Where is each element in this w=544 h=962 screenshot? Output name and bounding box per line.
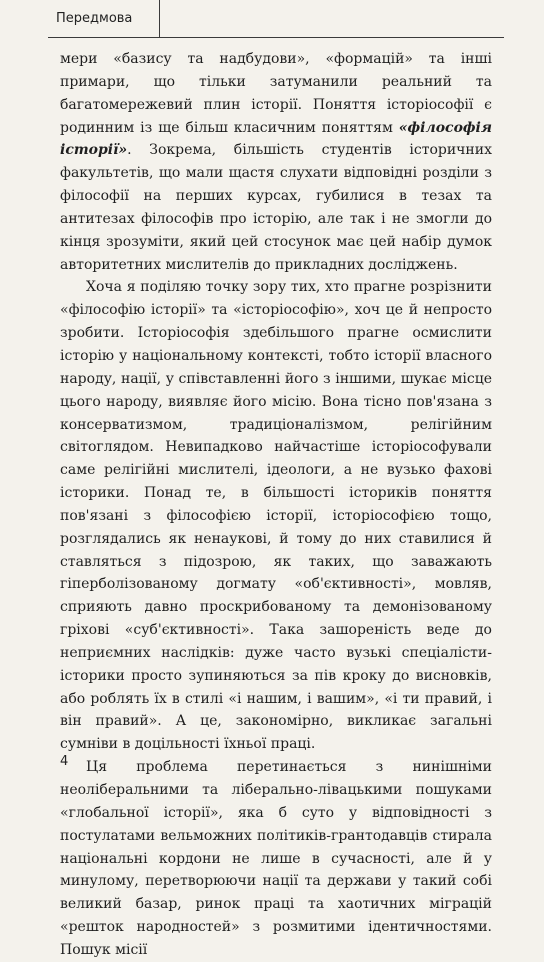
paragraph-2: Хоча я поділяю точку зору тих, хто прагне розрізнити «філософію історії» та «історіософію», хоч це й непросто зробити. Історіософія здебільшого прагне осмислити історію у національному контексті, тобто історії власного народу, нації, у співставленні його з іншими, шукає місце цього народу, виявляє його місію. Вона тісно пов'язана з консерватизмом, традиціоналізмом, релігійним світоглядом. Невипадково найчастіше історіософували саме релігійні мислителі, ідеологи, а не вузько фахові історики. Понад те, в більшості істориків поняття пов'язані з філософією історії, історіософією тощо, розглядались як ненаукові, й тому до них ставилися й ставляться з підозрою, як таких, що заважають гіперболізованому догмату «об'єктивності», мовляв, сприяють давно проскрибованому та демонізованому гріхові «суб'єктивності». Така зашореність веде до неприємних наслідків: дуже часто вузькі спеціалісти-історики просто зупиняються за пів кроку до висновків, або роблять їх в стилі «і нашим, і вашим», «і ти правий, і він правий». А це, закономірно, викликає загальні сумніви в доцільності їхньої праці. (60, 279, 492, 753)
running-header (48, 0, 160, 38)
term-philosophy-of-history: «філософія історії» (60, 119, 492, 159)
paragraph-3: Ця проблема перетинається з нинішніми неоліберальними та ліберально-лівацькими пошуками «глобальної історії», яка б суто у відповідності з постулатами вельможних політиків-грантодавців стирала національні кордони не лише в сучасності, але й у минулому, перетворюючи нації та держави у такий собі великий базар, ринок праці та хаотичних міграцій «решток народностей» з розмитими ідентичностями. Пошук місії (60, 759, 492, 958)
paragraph-1-end: . Зокрема, більшість студентів історичних факультетів, що мали щастя слухати відповідні розділи з філософії на перших курсах, губилися в тезах та антитезах філософів про історію, але так і не змогли до кінця зрозуміти, який цей стосунок має цей набір думок авторитетних мислителів до прикладних досліджень. (60, 142, 492, 273)
page-number: 4 (60, 754, 69, 769)
section-title: Передмова (56, 11, 133, 26)
paragraph-1 (60, 48, 492, 276)
header-rule (160, 37, 504, 38)
paragraph-1-start: мери «базису та надбудови», «формацій» та інші примари, що тільки затуманили реальний та багатомережевий плин історії. Поняття історіософії є родинним із ще більш класичним поняттям (60, 51, 492, 136)
body-text (60, 48, 492, 962)
